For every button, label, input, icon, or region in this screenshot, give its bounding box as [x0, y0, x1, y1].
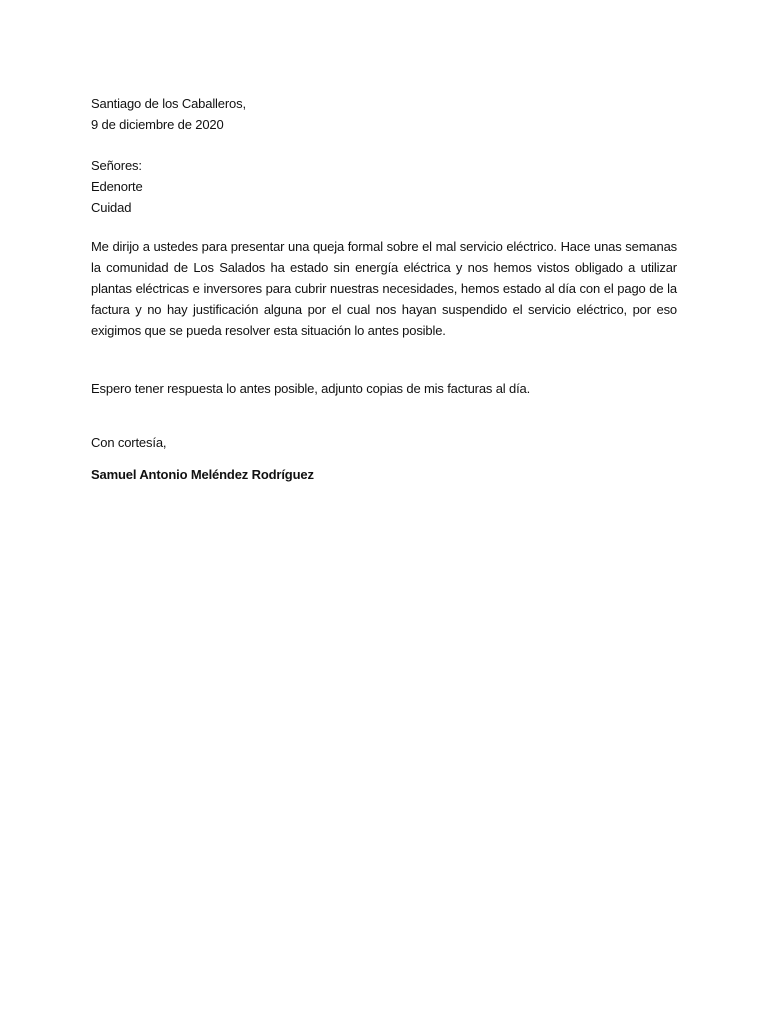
recipient-block — [91, 155, 677, 218]
recipient-company: Edenorte — [91, 179, 143, 194]
signature: Samuel Antonio Meléndez Rodríguez — [91, 467, 314, 482]
recipient-city: Cuidad — [91, 200, 132, 215]
letter — [91, 93, 677, 485]
body-paragraph: Me dirijo a ustedes para presentar una queja formal sobre el mal servicio eléctrico. Hace unas semanas la comunidad de Los Salados ha estado sin energía eléctrica y nos hemos vistos obligado a utilizar plantas eléctricas e inversores para cubrir nuestras necesidades, hemos estado al día con el pago de la factura y no hay justificación alguna por el cual nos hayan suspendido el servicio eléctrico, por eso exigimos que se pueda resolver esta situación lo antes posible. — [91, 239, 677, 338]
date-block — [91, 93, 677, 135]
salutation: Con cortesía, — [91, 435, 167, 450]
recipient-greeting: Señores: — [91, 158, 142, 173]
closing-request: Espero tener respuesta lo antes posible, adjunto copias de mis facturas al día. — [91, 381, 531, 396]
date-line: 9 de diciembre de 2020 — [91, 117, 224, 132]
place-line: Santiago de los Caballeros, — [91, 96, 246, 111]
